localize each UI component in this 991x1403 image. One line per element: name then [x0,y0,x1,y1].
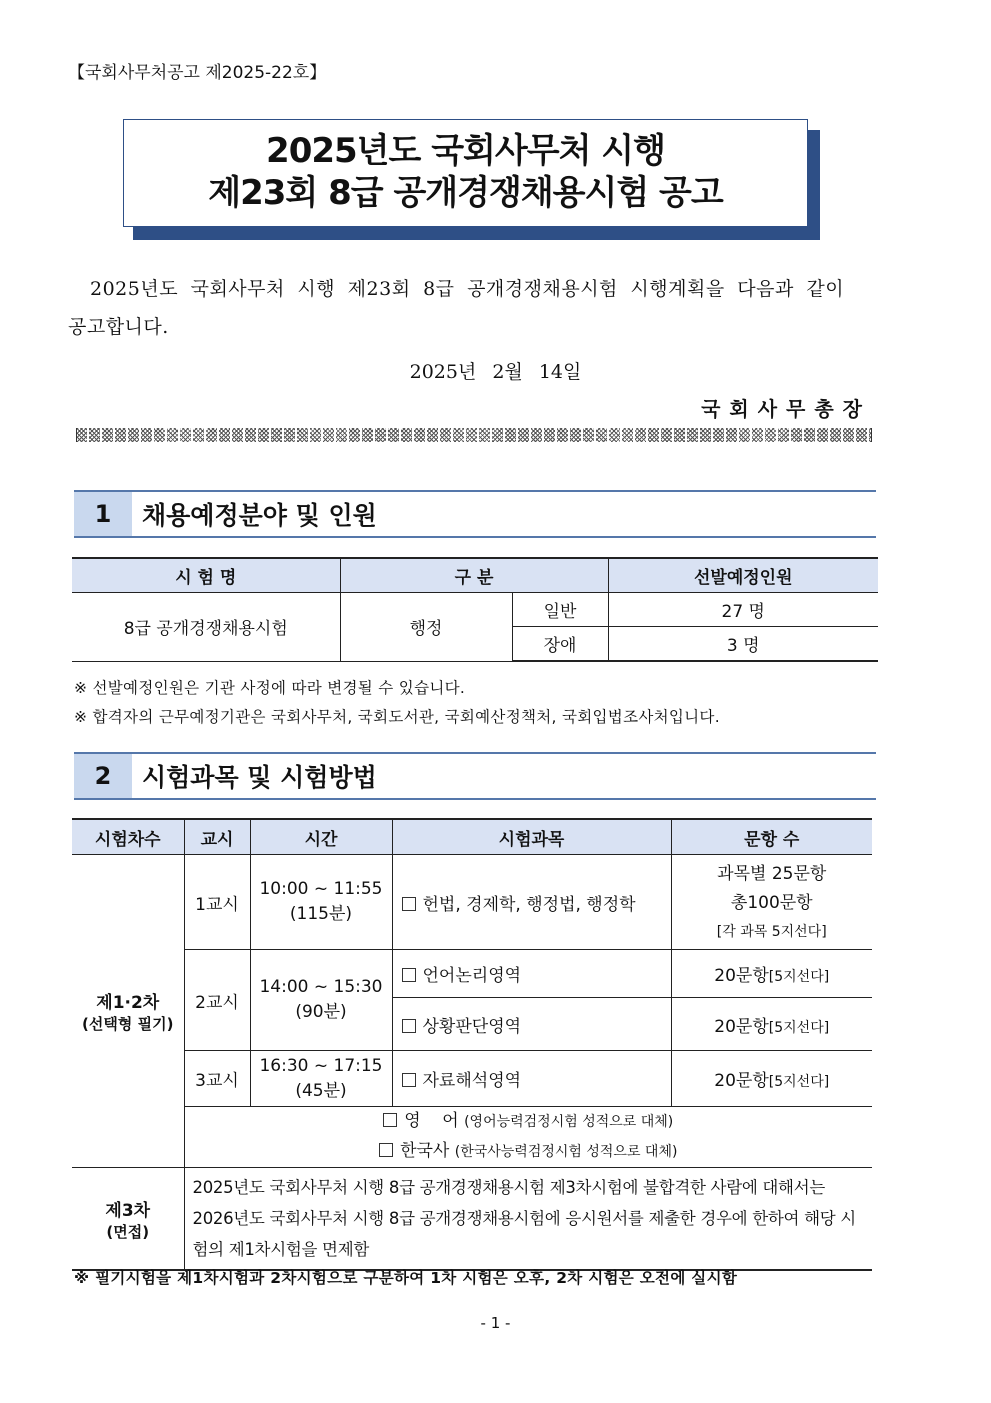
title-box [123,119,808,227]
table-row [72,1168,872,1271]
section-2-header [74,752,876,800]
table-header-row [72,819,872,855]
checkbox-icon [402,1073,416,1087]
round12-cell [72,855,184,1168]
subject-cell [392,950,671,998]
questions-cell [671,1051,872,1107]
decorative-divider-cells [76,428,870,442]
type-cell: 일반 [512,593,608,627]
questions-line-2: 총100문항 [730,892,813,913]
table-row [72,593,878,627]
time-duration: (115분) [289,904,353,924]
time-cell [250,855,392,950]
table-row [72,950,872,998]
page-number: - 1 - [480,1314,511,1332]
recruitment-table [72,557,878,662]
note-2: ※ 합격자의 근무예정기관은 국회사무처, 국회도서관, 국회예산정책처, 국회입법조사처입니다. [74,708,720,726]
subject-name: 자료해석영역 [422,1071,522,1091]
checkbox-icon [379,1143,393,1157]
notice-number: 【국회사무처공고 제2025-22호】 [68,63,327,83]
section-1-title: 채용예정분야 및 인원 [142,501,377,530]
round3-label: 제3차 [105,1200,151,1221]
subject-cell [392,855,671,950]
round3-cell [72,1168,184,1271]
time-duration: (45분) [295,1080,347,1101]
checkbox-icon [383,1113,397,1127]
intro-text: 2025년도 국회사무처 시행 제23회 8급 공개경쟁채용시험 시행계획을 다음과 같이 공고합니다. [68,278,845,338]
round3-sub: (면접) [106,1222,150,1241]
signer: 국회사무총장 [701,397,871,421]
header-subject: 시험과목 [392,819,671,855]
checkbox-icon [402,968,416,982]
questions-cell [671,950,872,998]
subject-name: 헌법, 경제학, 행정법, 행정학 [422,894,636,915]
english-note: (영어능력검정시험 성적으로 대체) [464,1114,674,1130]
announcement-date: 2025년 2월 14일 [409,361,582,383]
checkbox-icon [402,1019,416,1033]
english-row [185,1107,873,1137]
questions-line-3: [각 과목 5지선다] [716,923,827,940]
period-cell: 1교시 [184,855,250,950]
title-line-2: 제23회 8급 공개경쟁채용시험 공고 [208,173,723,213]
questions-cell [671,998,872,1051]
count-cell: 3 명 [608,627,878,662]
questions-line-1: 과목별 25문항 [717,863,827,884]
header-period: 교시 [184,819,250,855]
section-2-title: 시험과목 및 시험방법 [142,763,377,792]
section-1-number: 1 [74,492,132,536]
round12-label: 제1·2차 [96,993,160,1013]
header-questions: 문항 수 [671,819,872,855]
exam-name-cell: 8급 공개경쟁채용시험 [72,593,340,662]
questions-format: [5지선다] [768,969,830,985]
header-category: 구 분 [340,558,608,593]
subject-name: 언어논리영역 [422,966,522,986]
count-cell: 27 명 [608,593,878,627]
subject-cell [392,1051,671,1107]
type-cell: 장애 [512,627,608,662]
subject-cell [392,998,671,1051]
history-label: 한국사 [400,1141,450,1161]
questions-format: [5지선다] [768,1019,830,1036]
time-duration: (90분) [295,1002,347,1022]
time-cell [250,950,392,1051]
questions-count: 20문항 [714,1071,769,1091]
field-cell: 행정 [340,593,512,662]
time-range: 14:00 ~ 15:30 [259,977,383,997]
section-2-number: 2 [74,754,132,798]
table-row [72,1051,872,1107]
round12-sub: (선택형 필기) [82,1015,174,1033]
section-1-header [74,490,876,538]
english-label: 영 어 [404,1111,459,1131]
subject-name: 상황판단영역 [422,1016,522,1037]
table-row [72,855,872,950]
note-1: ※ 선발예정인원은 기관 사정에 따라 변경될 수 있습니다. [74,679,466,697]
history-row [185,1137,873,1167]
round3-text: 2025년도 국회사무처 시행 8급 공개경쟁채용시험 제3차시험에 불합격한 사람에 대해서는 2026년도 국회사무처 시행 8급 공개경쟁채용시험에 응시원서를 제출한 경우에 한하여 해당 시험의 제1차시험을 면제함 [184,1168,872,1271]
time-range: 16:30 ~ 17:15 [259,1055,383,1076]
time-cell [250,1051,392,1107]
questions-cell [671,855,872,950]
history-note: (한국사능력검정시험 성적으로 대체) [454,1144,678,1160]
questions-count: 20문항 [714,966,769,986]
questions-format: [5지선다] [768,1074,830,1090]
period-cell: 3교시 [184,1051,250,1107]
header-count: 선발예정인원 [608,558,878,593]
table-header-row [72,558,878,593]
substitute-cell [184,1107,872,1168]
exam-table [72,818,872,1271]
table-row [72,1107,872,1168]
header-exam-name: 시 험 명 [72,558,340,593]
questions-count: 20문항 [714,1016,769,1037]
header-round: 시험차수 [72,819,184,855]
period-cell: 2교시 [184,950,250,1051]
checkbox-icon [402,897,416,911]
time-range: 10:00 ~ 11:55 [259,879,383,899]
header-time: 시간 [250,819,392,855]
title-line-1: 2025년도 국회사무처 시행 [266,131,665,171]
footnote: ※ 필기시험을 제1차시험과 2차시험으로 구분하여 1차 시험은 오후, 2차 시험은 오전에 실시함 [74,1269,738,1287]
